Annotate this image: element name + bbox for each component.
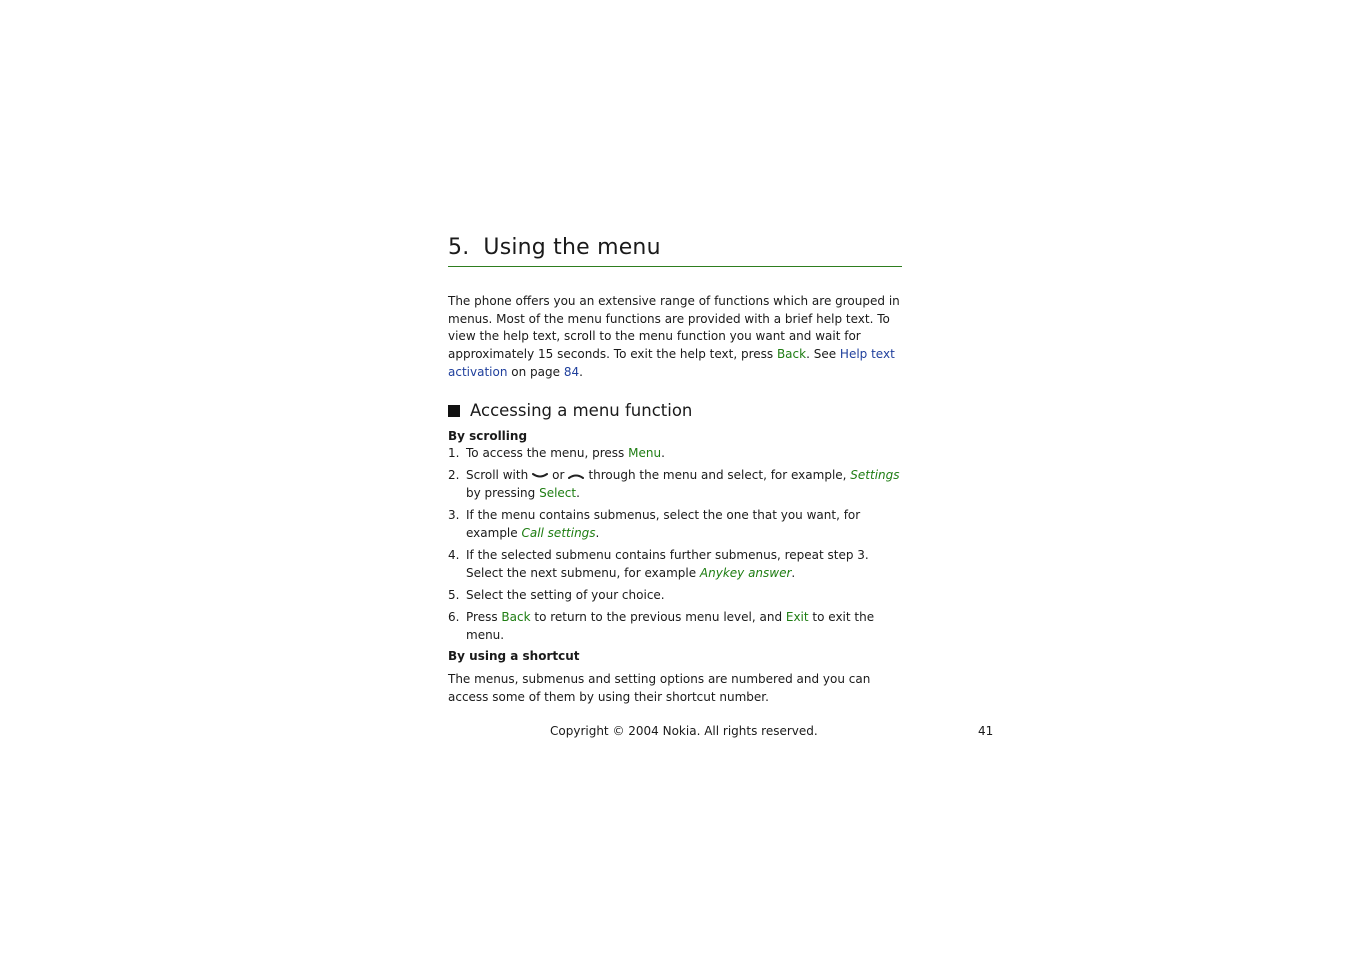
exit-keyword: Exit	[785, 610, 809, 625]
scroll-down-key-icon	[532, 472, 548, 480]
step-text-part: .	[661, 446, 665, 461]
anykey-answer-menu-name: Anykey answer	[699, 565, 792, 580]
step-number: 3.	[448, 508, 460, 523]
step-text	[466, 445, 902, 463]
step-text	[466, 507, 902, 542]
scroll-up-key-icon	[568, 472, 584, 480]
shortcut-paragraph: The menus, submenus and setting options are numbered and you can access some of them by using their shortcut number.	[448, 671, 871, 704]
settings-menu-name: Settings	[850, 468, 900, 483]
step-number: 4.	[448, 548, 460, 563]
square-bullet-icon	[448, 405, 460, 417]
call-settings-menu-name: Call settings	[521, 526, 596, 541]
step-text-part: If the selected submenu contains further submenus, repeat step 3. Select the next submenu, for example	[466, 548, 869, 580]
step-text-part: .	[791, 565, 796, 580]
step-text-part: through the menu and select, for example,	[588, 468, 851, 483]
step-number: 2.	[448, 468, 460, 483]
step-text	[466, 609, 902, 644]
list-item	[448, 507, 902, 542]
list-item	[448, 547, 902, 582]
step-text-or: or	[552, 468, 565, 483]
help-text-activation-link[interactable]: Help text activation	[448, 347, 895, 379]
scrolling-steps-list	[448, 445, 902, 645]
chapter-title-text: Using the menu	[483, 235, 661, 260]
step-text-part: Press	[466, 610, 502, 625]
step-text-part: to return to the previous menu level, and	[530, 610, 786, 625]
back-keyword: Back	[501, 610, 531, 625]
intro-paragraph	[448, 293, 902, 382]
step-text-part: to exit the menu.	[466, 610, 875, 643]
copyright-footer: Copyright © 2004 Nokia. All rights reserved.	[550, 724, 818, 738]
section-heading	[448, 400, 902, 422]
step-text-part: by pressing	[466, 486, 540, 501]
step-text: Select the setting of your choice.	[466, 588, 665, 603]
step-number: 1.	[448, 446, 460, 461]
step-text-part: To access the menu, press	[466, 446, 629, 461]
step-number: 5.	[448, 588, 460, 603]
page-84-link[interactable]: 84	[563, 364, 580, 379]
menu-keyword: Menu	[628, 446, 662, 461]
step-text-part: If the menu contains submenus, select the one that you want, for example	[466, 508, 861, 541]
chapter-number: 5.	[448, 235, 470, 260]
intro-text: The phone offers you an extensive range of functions which are grouped in menus. Most of the menu functions are provided with a brief help text. To view the help text, scroll to the menu function you want and wait for approximately 15 seconds. To exit the help text, press	[448, 294, 900, 362]
section-heading-text: Accessing a menu function	[470, 400, 693, 420]
step-text-part: .	[595, 526, 600, 541]
list-item	[448, 467, 902, 502]
page-number: 41	[978, 724, 994, 738]
step-number: 6.	[448, 610, 460, 625]
list-item	[448, 609, 902, 644]
chapter-title	[448, 232, 902, 267]
select-keyword: Select	[539, 486, 577, 501]
step-text-part: .	[576, 486, 580, 501]
step-text-part: Scroll with	[466, 468, 529, 483]
intro-text-end: .	[579, 364, 583, 379]
list-item	[448, 587, 902, 605]
list-item	[448, 445, 902, 463]
step-text	[466, 547, 902, 582]
by-shortcut-heading: By using a shortcut	[448, 649, 580, 664]
manual-page	[448, 232, 902, 706]
back-keyword: Back	[776, 347, 807, 362]
by-scrolling-heading: By scrolling	[448, 428, 528, 443]
step-text	[466, 467, 902, 502]
intro-text-page: on page	[507, 364, 564, 379]
intro-text-see: . See	[806, 347, 840, 362]
